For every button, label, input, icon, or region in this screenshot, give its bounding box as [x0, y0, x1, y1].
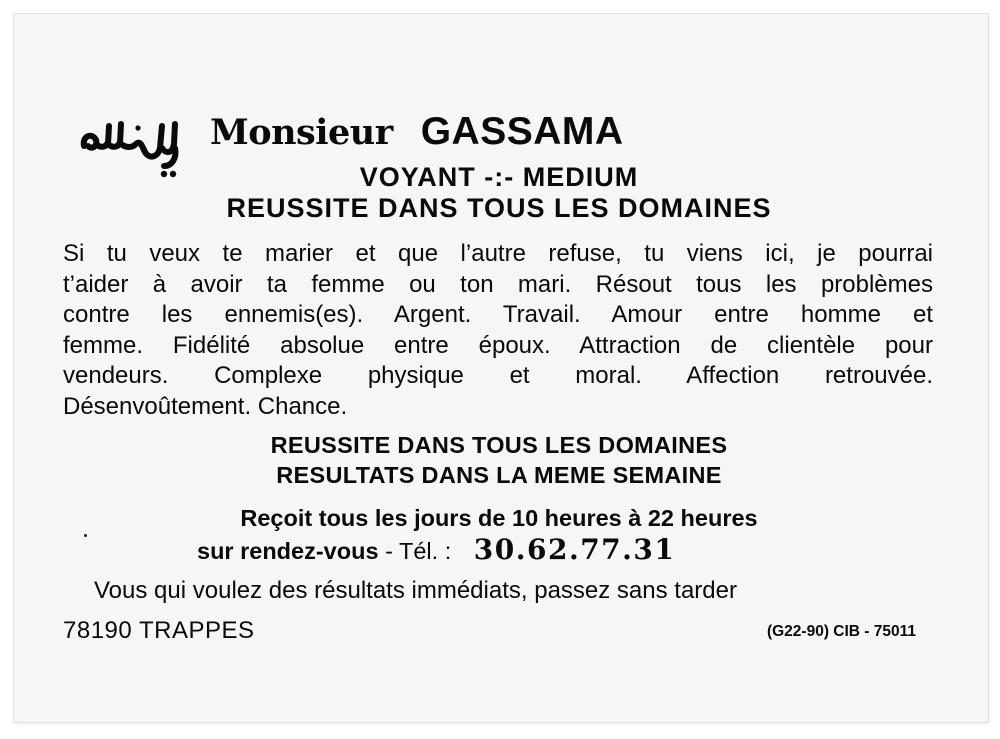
description-line: femme. Fidélité absolue entre époux. Attraction de clientèle pour — [63, 331, 933, 359]
title-prefix: Monsieur — [210, 112, 393, 153]
opening-hours: Reçoit tous les jours de 10 heures à 22 heures — [240, 505, 758, 531]
print-speck — [84, 534, 87, 537]
highlight-resultats: RESULTATS DANS LA MEME SEMAINE — [276, 462, 722, 488]
highlight-reussite: REUSSITE DANS TOUS LES DOMAINES — [270, 432, 728, 458]
subtitle-reussite: REUSSITE DANS TOUS LES DOMAINES — [226, 193, 772, 223]
business-card — [14, 14, 988, 722]
appointment-line — [197, 533, 675, 566]
tagline: Vous qui voulez des résultats immédiats, passez sans tarder — [94, 577, 737, 604]
title — [210, 110, 624, 160]
city-address: 78190 TRAPPES — [63, 617, 255, 644]
tel-label: - Tél. : — [385, 538, 452, 564]
description-line: t’aider à avoir ta femme ou ton mari. Résout tous les problèmes — [63, 270, 933, 298]
description-line: contre les ennemis(es). Argent. Travail. Amour entre homme et — [63, 301, 933, 328]
description-line: Si tu veux te marier et que l’autre refuse, tu viens ici, je pourrai — [63, 240, 933, 267]
phone-number: 30.62.77.31 — [473, 533, 676, 566]
print-reference: (G22-90) CIB - 75011 — [766, 623, 916, 640]
title-name: GASSAMA — [420, 110, 624, 153]
appointment-label: sur rendez-vous — [197, 538, 379, 564]
subtitle-voyant-medium: VOYANT -:- MEDIUM — [359, 162, 639, 192]
description-line: Désenvoûtement. Chance. — [63, 392, 348, 420]
description-paragraph — [63, 239, 933, 422]
description-line: vendeurs. Complexe physique et moral. Affection retrouvée. — [63, 362, 933, 389]
